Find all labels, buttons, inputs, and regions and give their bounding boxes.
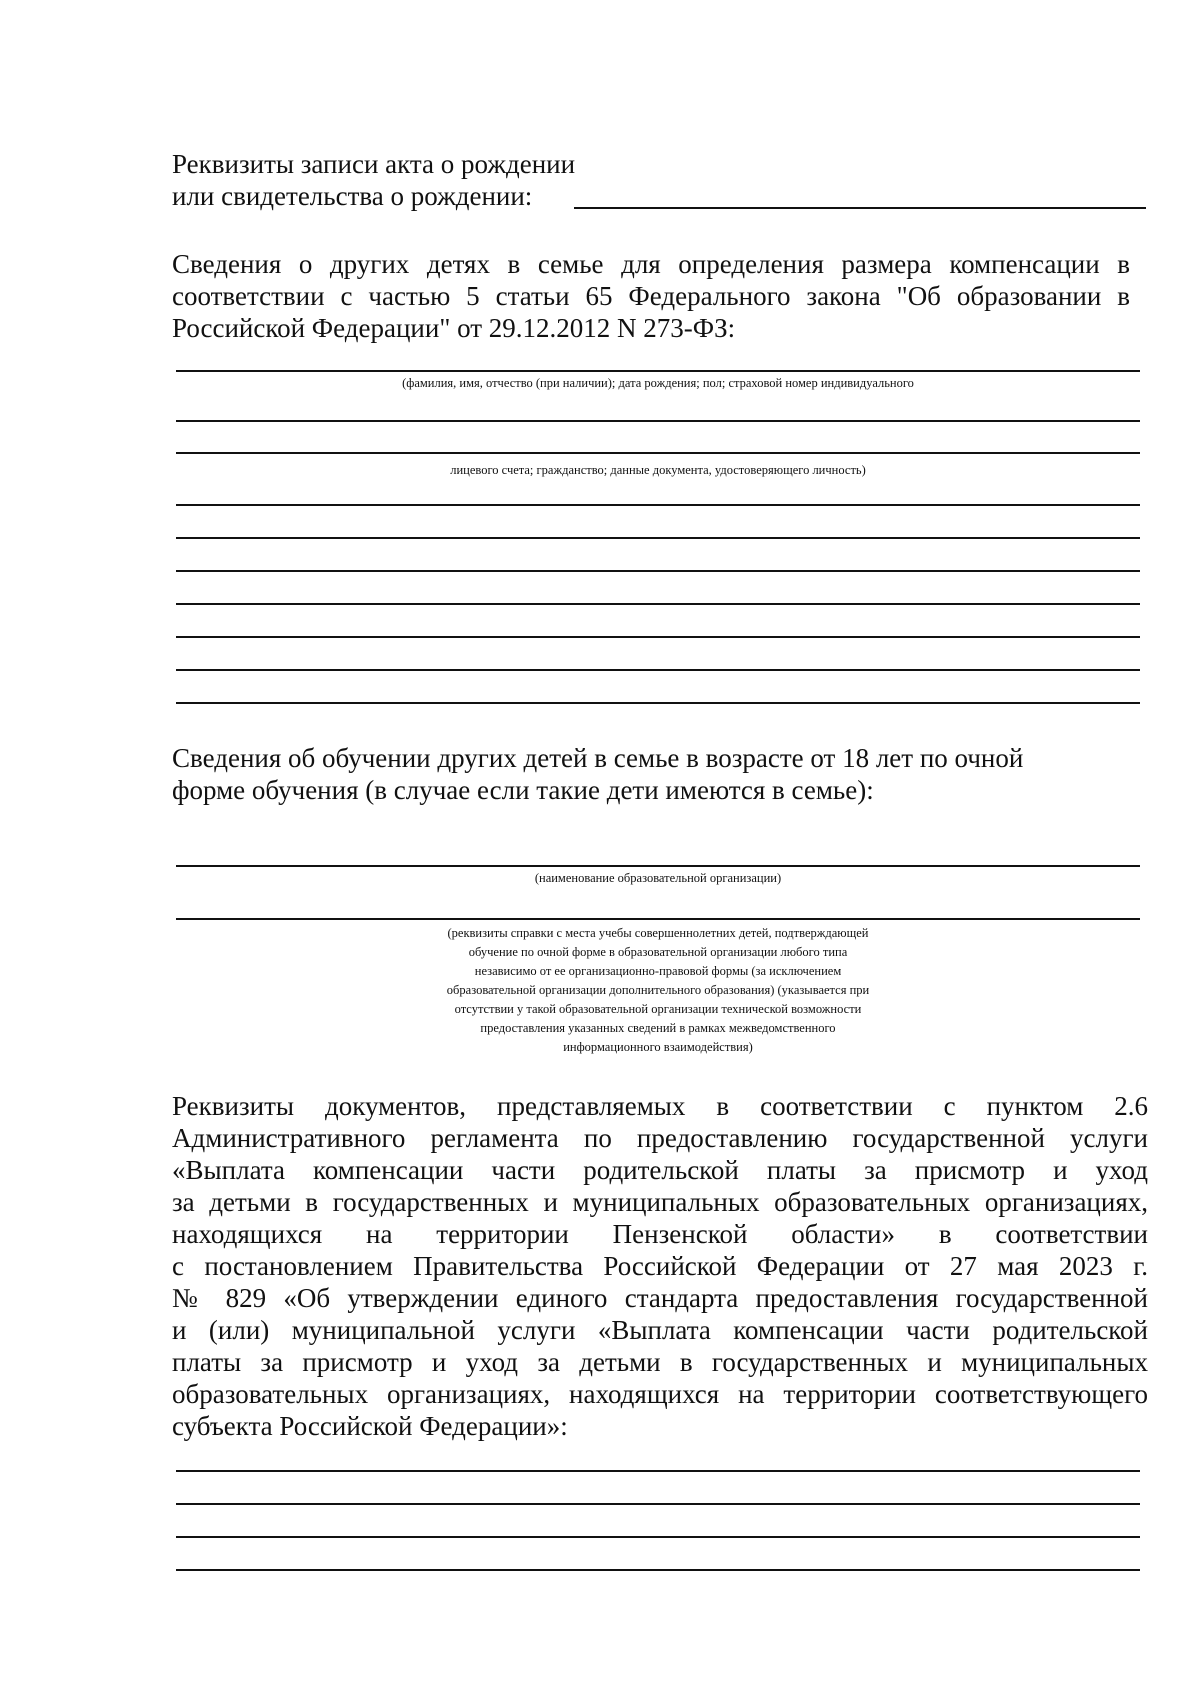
documents-line-11: субъекта Российской Федерации»: — [172, 1411, 568, 1441]
documents-line-2: Административного регламента по предоставлению государственной услуги — [172, 1123, 1148, 1153]
documents-input-line-1[interactable] — [176, 1470, 1140, 1472]
other-children-line2: соответствии с частью 5 статьи 65 Федерального закона "Об образовании в — [172, 281, 1130, 311]
education-cert-caption — [176, 924, 1140, 1057]
education-org-caption: (наименование образовательной организации) — [534, 871, 782, 885]
education-cert-input-line[interactable] — [176, 918, 1140, 920]
other-children-input-line-7[interactable] — [176, 603, 1140, 605]
other-children-caption-2: лицевого счета; гражданство; данные документа, удостоверяющего личность) — [450, 463, 866, 477]
education-cert-caption-line-1: (реквизиты справки с места учебы совершеннолетних детей, подтверждающей — [447, 926, 869, 940]
education-cert-caption-line-7: информационного взаимодействия) — [563, 1040, 753, 1054]
other-children-input-line-8[interactable] — [176, 636, 1140, 638]
other-children-input-line-3[interactable] — [176, 452, 1140, 454]
documents-line-6: с постановлением Правительства Российской Федерации от 27 мая 2023 г. — [172, 1251, 1148, 1281]
birth-record-label-line2: или свидетельства о рождении: — [172, 181, 533, 211]
other-children-input-line-9[interactable] — [176, 669, 1140, 671]
other-children-caption-1: (фамилия, имя, отчество (при наличии); дата рождения; пол; страховой номер индивидуального — [402, 376, 914, 390]
documents-line-4: за детьми в государственных и муниципальных образовательных организациях, — [172, 1187, 1148, 1217]
birth-record-label-line1: Реквизиты записи акта о рождении — [172, 149, 576, 179]
other-children-input-line-2[interactable] — [176, 420, 1140, 422]
education-cert-caption-line-3: независимо от ее организационно-правовой формы (за исключением — [474, 964, 842, 978]
other-children-input-line-10[interactable] — [176, 702, 1140, 704]
documents-line-5: находящихся на территории Пензенской области» в соответствии — [172, 1219, 1148, 1249]
documents-input-line-4[interactable] — [176, 1569, 1140, 1571]
documents-line-1: Реквизиты документов, представляемых в соответствии с пунктом 2.6 — [172, 1091, 1148, 1121]
documents-input-line-2[interactable] — [176, 1503, 1140, 1505]
education-org-input-line[interactable] — [176, 865, 1140, 867]
education-cert-caption-line-2: обучение по очной форме в образовательной организации любого типа — [468, 945, 848, 959]
education-line1: Сведения об обучении других детей в семье в возрасте от 18 лет по очной — [172, 743, 1024, 773]
other-children-input-line-5[interactable] — [176, 537, 1140, 539]
documents-line-3: «Выплата компенсации части родительской платы за присмотр и уход — [172, 1155, 1148, 1185]
documents-line-9: платы за присмотр и уход за детьми в государственных и муниципальных — [172, 1347, 1148, 1377]
other-children-input-line-6[interactable] — [176, 570, 1140, 572]
documents-line-10: образовательных организациях, находящихся на территории соответствующего — [172, 1379, 1148, 1409]
documents-input-line-3[interactable] — [176, 1536, 1140, 1538]
education-line2: форме обучения (в случае если такие дети имеются в семье): — [172, 775, 874, 805]
documents-line-7: № 829 «Об утверждении единого стандарта предоставления государственной — [172, 1283, 1148, 1313]
education-cert-caption-line-4: образовательной организации дополнительного образования) (указывается при — [446, 983, 870, 997]
other-children-input-line-1[interactable] — [176, 370, 1140, 372]
documents-line-8: и (или) муниципальной услуги «Выплата компенсации части родительской — [172, 1315, 1148, 1345]
other-children-line3: Российской Федерации" от 29.12.2012 N 273-ФЗ: — [172, 313, 736, 343]
education-cert-caption-line-6: предоставления указанных сведений в рамках межведомственного — [480, 1021, 836, 1035]
other-children-input-line-4[interactable] — [176, 504, 1140, 506]
other-children-line1: Сведения о других детях в семье для определения размера компенсации в — [172, 249, 1130, 279]
education-cert-caption-line-5: отсутствии у такой образовательной организации технической возможности — [454, 1002, 862, 1016]
birth-record-input-line[interactable] — [574, 207, 1146, 209]
